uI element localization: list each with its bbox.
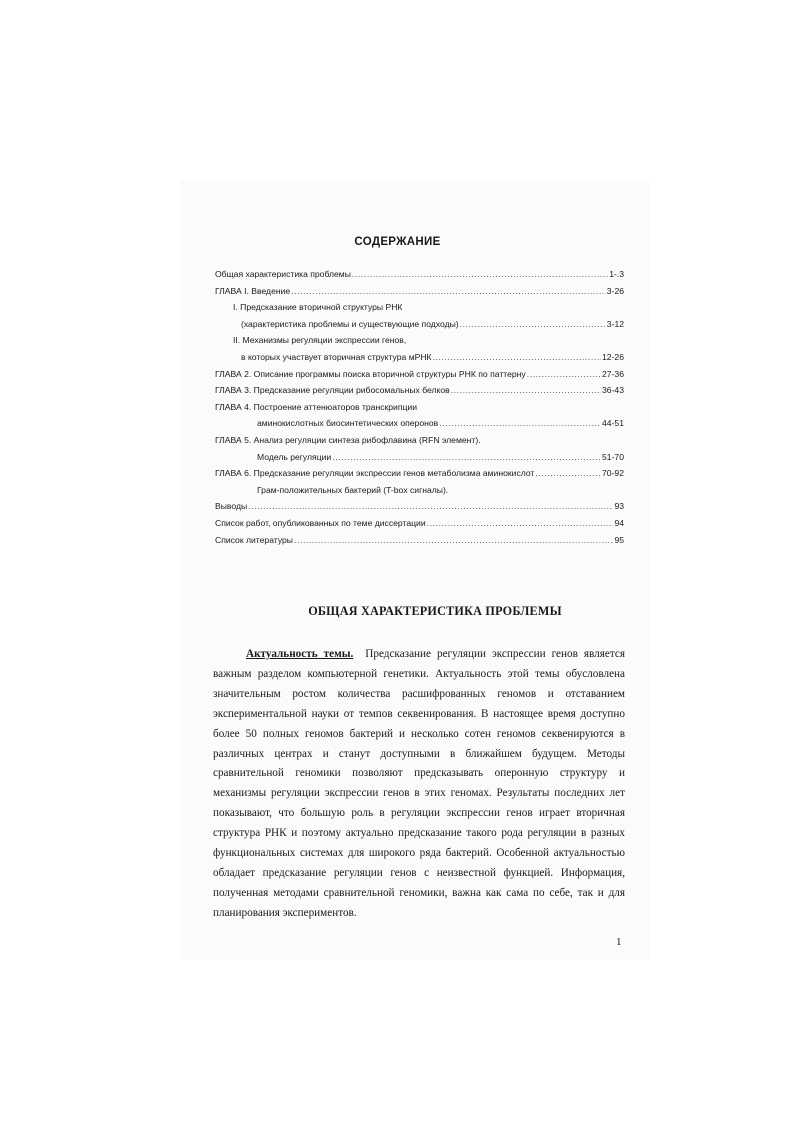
toc-entry-label: Список работ, опубликованных по теме диссертации: [215, 517, 426, 528]
toc-entry: [215, 465, 624, 482]
toc-entry: [215, 399, 624, 416]
table-of-contents: [215, 266, 624, 548]
paragraph: [213, 645, 625, 924]
paragraph-lead-heading: Актуальность темы.: [246, 648, 354, 660]
toc-entry-pages: 12-26: [602, 351, 624, 362]
toc-entry-label: Выводы: [215, 501, 248, 512]
toc-entry-label: ГЛАВА I. Введение: [215, 285, 291, 296]
toc-entry: [215, 299, 624, 316]
toc-entry-label: ГЛАВА 3. Предсказание регуляции рибосомальных белков: [215, 385, 450, 396]
toc-leader-dots: [433, 349, 601, 366]
section-title: ОБЩАЯ ХАРАКТЕРИСТИКА ПРОБЛЕМЫ: [308, 604, 562, 618]
toc-entry: [215, 498, 624, 515]
toc-entry: [215, 316, 624, 333]
page-number: 1: [616, 936, 622, 948]
toc-entry: [215, 482, 624, 499]
toc-entry: [215, 432, 624, 449]
toc-entry-pages: 94: [614, 517, 624, 528]
toc-entry-label: (характеристика проблемы и существующие подходы): [241, 318, 459, 329]
toc-title: СОДЕРЖАНИЕ: [354, 236, 441, 248]
toc-entry: [215, 283, 624, 300]
toc-entry: [215, 532, 624, 549]
toc-entry-label: в которых участвует вторичная структура мРНК: [241, 351, 432, 362]
toc-entry-label: I. Предсказание вторичной структуры РНК: [233, 302, 403, 313]
toc-entry-pages: 27-36: [602, 368, 624, 379]
toc-entry: [215, 382, 624, 399]
toc-entry-label: аминокислотных биосинтетических оперонов: [257, 418, 439, 429]
toc-leader-dots: [427, 515, 614, 532]
toc-entry: [215, 366, 624, 383]
toc-entry-label: ГЛАВА 6. Предсказание регуляции экспрессии генов метаболизма аминокислот: [215, 468, 535, 479]
toc-leader-dots: [332, 449, 601, 466]
toc-entry-pages: 3-12: [606, 318, 624, 329]
toc-entry-pages: 3-26: [606, 285, 624, 296]
toc-leader-dots: [439, 415, 601, 432]
toc-entry-pages: 93: [614, 501, 624, 512]
body-paragraph: [213, 645, 625, 924]
toc-entry-label: Модель регуляции: [257, 451, 332, 462]
toc-entry: [215, 515, 624, 532]
toc-leader-dots: [527, 366, 601, 383]
toc-entry: [215, 266, 624, 283]
toc-entry-label: ГЛАВА 4. Построение аттенюаторов транскрипции: [215, 401, 418, 412]
toc-leader-dots: [451, 382, 601, 399]
toc-entry: [215, 449, 624, 466]
toc-entry-pages: 36-43: [602, 385, 624, 396]
toc-entry-label: Общая характеристика проблемы: [215, 269, 351, 279]
toc-entry-pages: 51-70: [602, 451, 624, 462]
toc-entry-pages: 1-.3: [609, 269, 624, 279]
toc-entry-label: II. Механизмы регуляции экспрессии генов,: [233, 335, 407, 346]
paragraph-text: Предсказание регуляции экспрессии генов является важным разделом компьютерной генетики. Актуальность этой темы обусловлена значительным ростом количества расшифрованных геномов и отставанием экспериментальной науки от темпов секвенирования. В настоящее время доступно более 50 полных геномов бактерий и несколько сотен геномов секвенируются в различных центрах и станут доступными в ближайшем будущем. Методы сравнительной геномики позволяют предсказывать оперонную структуру и механизмы регуляции экспрессии генов в этих геномах. Результаты последних лет показывают, что большую роль в регуляции экспрессии генов играет вторичная структура РНК и поэтому актуально предсказание такого рода регуляции в разных функциональных системах для широкого ряда бактерий. Особенной актуальностью обладает предсказание регуляции генов с неизвестной функцией. Информация, полученная методами сравнительной геномики, важна как сама по себе, так и для планирования экспериментов.: [213, 648, 626, 919]
toc-leader-dots: [294, 532, 613, 549]
toc-entry-label: ГЛАВА 5. Анализ регуляции синтеза рибофлавина (RFN элемент).: [215, 434, 481, 445]
toc-leader-dots: [248, 498, 613, 515]
toc-entry: [215, 349, 624, 366]
toc-leader-dots: [460, 316, 606, 333]
toc-leader-dots: [535, 465, 601, 482]
toc-leader-dots: [352, 266, 608, 283]
toc-entry-label: ГЛАВА 2. Описание программы поиска вторичной структуры РНК по паттерну: [215, 368, 526, 379]
toc-entry-pages: 70-92: [602, 468, 624, 479]
toc-entry-pages: 95: [614, 534, 624, 545]
toc-entry-label: Грам-положительных бактерий (T-box сигналы).: [257, 484, 449, 495]
toc-entry-label: Список литературы: [215, 534, 293, 545]
toc-entry: [215, 415, 624, 432]
toc-leader-dots: [291, 283, 606, 300]
toc-entry: [215, 332, 624, 349]
toc-entry-pages: 44-51: [602, 418, 624, 429]
